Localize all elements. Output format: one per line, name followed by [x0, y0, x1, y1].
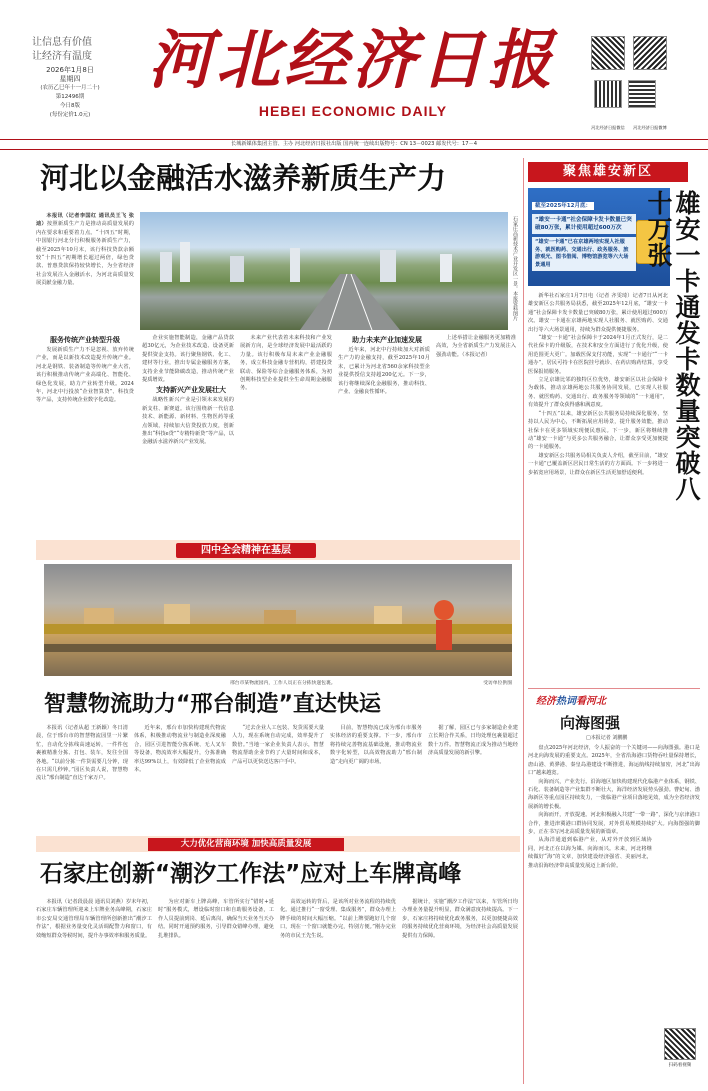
lead-byline: 本报讯（记者李国红 通讯员王飞 张迪） [36, 213, 134, 228]
slogan-line-1: 让信息有价值 [32, 37, 92, 48]
lead-col-5 [436, 334, 516, 534]
tidal-col-4 [402, 898, 518, 1084]
info-bar: 长城新媒体集团主管、主办 河北经济日报社出版 国内统一连续出版物号：CN 13－0023 邮发代号：17－4 [0, 139, 708, 150]
column-body-2: 向海而兴，产业先行。沿海地区加快构建现代化临港产业体系，钢铁、石化、装备制造等产业集群不断壮大，海洋经济发展势头强劲。曹妃甸、渤海新区等重点园区持续发力，一批临港产业项目落地见效，成为全省经济发展新的增长极。 [528, 778, 700, 810]
lead-subhead-1: 服务传统产业转型升级 [50, 336, 120, 344]
lead-col-4 [338, 334, 430, 534]
xiongan-body-2: “雄安一卡通”社会保障卡于2024年1月正式发行，是二代社保卡的升级版，在技术和安全方面进行了优化升级，使用范围更大更广。加载医保支付功能，实现“一卡通行”“一卡通办”，居民可持卡在医院挂号就诊、在药店购药结算，享受医保报销服务。 [528, 335, 668, 375]
date-label: 2026年1月8日 [46, 66, 94, 74]
xiongan-body-5: 雄安新区公共服务局相关负责人介绍，截至目前，“雄安一卡通”已覆盖新区居民日常生活的方方面面。下一步将进一步拓宽应用场景，让群众在新区生活更加舒适便利。 [528, 452, 668, 476]
plenary-banner[interactable]: 四中全会精神在基层 [176, 543, 316, 558]
lead-headline[interactable]: 河北以金融活水滋养新质生产力 [40, 161, 447, 195]
plenary-headline[interactable]: 智慧物流助力“邢台制造”直达快运 [44, 692, 381, 717]
lead-body-1: 发展新质生产力不是忽视、放弃传统产业，而是以新技术改造提升传统产业。河北是钢铁、装备制造等传统产业大省，该行积极推动传统产业高端化、智能化、绿色化发展，助力产业转型升级。2024年，河北中行投放“企业智算贷”、科技贷等产品，支持传统企业数字化改造。 [36, 347, 134, 404]
plenary-body-5: 据了解，园区已与多家制造企业建立长期合作关系，日均处理包裹量超过数十万件。智慧物流正成为推动当地经济高质量发展的新引擎。 [428, 725, 518, 757]
slogan-box [32, 36, 102, 64]
lead-col-1 [36, 334, 134, 534]
plenary-body-1: 本报讯（记者从超 王新颖）冬日清晨，位于邢台市的智慧物流园里一片繁忙，自动化分拣线高速运转，一件件包裹被精准分拣、打包、装车，发往全国各地。“以前分拣一件货需要几分钟，现在只需几秒钟。”园区负责人说，智慧物流让“邢台制造”直达千家万户。 [36, 725, 128, 782]
price-note: (每份定价1.0元) [49, 112, 91, 118]
lead-photo[interactable] [140, 212, 508, 330]
app-icon-1[interactable] [594, 80, 622, 108]
issue-number: 第12496期 [55, 94, 85, 100]
column-logo-part-1: 经济 [536, 696, 556, 707]
xiongan-body [528, 292, 668, 684]
masthead-title: 河北经济日报 [148, 23, 556, 98]
logistics-photo[interactable] [44, 564, 512, 676]
horizontal-divider [528, 688, 700, 689]
plenary-col-3 [232, 724, 324, 828]
tidal-body-2: 为应对新车上牌高峰，车管所实行“错时+延时”服务模式，增设临时窗口和自助服务设备，工作人员提前到岗、延后离岗，确保当天业务当天办结。同时开通预约服务，引导群众错峰办理，避免扎堆排队。 [158, 899, 274, 939]
plenary-col-1 [36, 724, 128, 828]
lead-body-5: 近年来，河北中行持续加大对新质生产力的金融支持，截至2025年10月末，已累计为河北省560余家科技型企业提供授信支持超200亿元。下一步，该行将继续深化金融服务，推动科技、产业、金融良性循环。 [338, 347, 430, 396]
tidal-col-1 [36, 898, 152, 1084]
weekday-label: 星期四 [59, 75, 81, 83]
xiongan-headline[interactable]: 雄安一卡通发卡数量突破八十万张 [644, 190, 701, 502]
tidal-col-3 [280, 898, 396, 1084]
app-icon-2[interactable] [628, 80, 656, 108]
plenary-col-5 [428, 724, 518, 828]
tidal-col-2 [158, 898, 274, 1084]
date-box [40, 66, 100, 120]
app-icons [594, 80, 668, 118]
column-logo-part-3: 看河北 [576, 696, 606, 707]
tidal-headline[interactable]: 石家庄创新“潮汐工作法”应对上车牌高峰 [40, 861, 462, 887]
lead-col-3 [240, 334, 332, 534]
qr-code-wechat[interactable] [591, 36, 625, 70]
xiongan-banner-stat-2: “雄安一卡通”已在京雄两地实现人社服务、就医购药、交通出行、政务服务、旅游观光、图书借阅、博物馆游览等六大场景通用 [532, 237, 636, 271]
plenary-body-3: “过去企业人工包装、发货需要大量人力，现在系统自动完成，效率提升了数倍。”当地一家企业负责人表示，智慧物流帮助企业节约了大量时间和成本，产品可以更快送达客户手中。 [232, 725, 324, 765]
qr-label-weibo: 河北经济日报微博 [633, 125, 667, 130]
column-qr-caption: 扫码看视频 [668, 1063, 692, 1068]
masthead-title-en: HEBEI ECONOMIC DAILY [258, 103, 448, 119]
column-body-1: 盘点2025年河北经济，令人振奋的一个关键词——向海图强。港口是河北向海发展的重要支点。2025年，全省沿海港口货物吞吐量保持增长，唐山港、黄骅港、秦皇岛港建设不断推进，海运航线持续加密，河北“出海口”越来越宽。 [528, 745, 700, 777]
column-body-3: 向海而开，开放提速。河北积极融入共建“一带一路”，深化与京津港口合作，推进津冀港口群协同发展，对外贸易规模持续扩大。向海图强的脚步，正在书写河北高质量发展的新篇章。 [528, 812, 700, 836]
lead-photo-caption: 石家庄高新技术产业开发区一景。本报资料图片 [512, 216, 518, 321]
lunar-date: (农历乙巳年十一月二十) [40, 85, 100, 91]
plenary-body-2: 近年来，邢台市加快构建现代物流体系，积极推动物流业与制造业深度融合，园区引进智能分拣系统、无人叉车等设备，物流效率大幅提升，分拣准确率达99%以上，有效降低了企业物流成本。 [134, 725, 226, 774]
vertical-divider [523, 158, 524, 1084]
tidal-banner[interactable]: 大力优化营商环境 加快高质量发展 [148, 838, 344, 851]
conveyor-illustration [44, 564, 512, 676]
logistics-photo-credit: 受访单位供图 [483, 681, 512, 686]
xiongan-banner-stat-1: “雄安一卡通”社会保障卡发卡数量已突破80万张，累计使用超过600万次 [532, 214, 636, 234]
page-count: 今日8版 [60, 103, 80, 109]
lead-body-5b: 上述举措让金融服务更加精准高效，为全省新质生产力发展注入强劲动能。（本报记者） [436, 335, 516, 358]
lead-body-3: 战略性新兴产业是引领未来发展的新支柱、新赛道。该行围绕新一代信息技术、新能源、新材料、生物医药等重点领域，持续加大信贷投放力度，创新推出“科技e贷”“专精特新贷”等产品，以金融活水滋养新兴产业发展。 [142, 397, 234, 446]
xiongan-banner-date: 截至2025年12月底： [532, 202, 594, 210]
column-author: □本报记者 刘鹏鹏 [586, 735, 628, 741]
plenary-col-2 [134, 724, 226, 828]
xiongan-section-header[interactable]: 聚焦雄安新区 [528, 162, 688, 182]
lead-col-2 [142, 334, 234, 534]
tidal-body-3: 高效运转的背后，是该所对业务流程的持续优化。通过推行“一窗受理、集成服务”，群众办理上牌手续的时间大幅压缩。“以前上牌要跑好几个窗口，现在一个窗口就能办完，特别方便。”刚办完业务的市民王先生说。 [280, 899, 396, 939]
slogan-line-2: 让经济有温度 [32, 51, 92, 62]
tidal-body-1: 本报讯（记者段晨晨 通讯员刘燕）岁末年初，石家庄车辆管理所迎来上车牌业务高峰期，石家庄市公安局交通管理局车辆管理所创新推出“潮汐工作法”，根据业务量变化灵活调配警力和窗口，有效缩短群众等候时间，提升办事效率和服务质量。 [36, 899, 152, 939]
lead-subhead-2: 支持新兴产业发展壮大 [156, 386, 226, 395]
logistics-photo-caption: 邢台市某物流园内，工作人员正在分拣快递包裹。 [230, 681, 336, 686]
lead-body-4: 未来产业代表着未来科技和产业发展新方向，是全球经济发展中最活跃的力量。该行积极布局未来产业金融服务，成立科技金融专营机构，搭建投贷联动、保险等综合金融服务体系，为初创期科技型企业提供全生命周期金融服务。 [240, 335, 332, 392]
column-logo-part-2: 热词 [556, 696, 576, 707]
qr-code-weibo[interactable] [633, 36, 667, 70]
qr-label-wechat: 河北经济日报微信 [591, 125, 625, 130]
plenary-col-4 [330, 724, 422, 828]
plenary-body-4: 目前，智慧物流已成为邢台市服务实体经济的重要支撑。下一步，邢台市将持续完善物流基础设施，推动物流业数字化转型，以高效物流助力“邢台制造”走向更广阔的市场。 [330, 725, 422, 765]
city-skyline [140, 212, 508, 330]
xiongan-body-1: 新华社石家庄1月7日电（记者 齐雯琦）记者7日从河北雄安新区公共服务局获悉，截至2025年12月底，“雄安一卡通”社会保障卡发卡数量已突破80万张，累计使用超过600万次。雄安一卡通在京雄两地实现人社服务、就医购药、交通出行等六大场景通用，持续为群众提供便捷服务。 [528, 293, 668, 333]
column-title[interactable]: 向海图强 [560, 714, 621, 732]
column-logo [536, 694, 668, 710]
column-body-4: 从海洋通道到临港产业，从对外开放到区域协同，河北正在以海为媒、向海而兴。未来，河北将继续做好“海”的文章，加快建设经济强省、美丽河北，推动沿海经济带高质量发展迈上新台阶。 [528, 837, 652, 869]
lead-body-2: 企业实施智能制造，金融产品贷款超30亿元，为企业技术改造、设备更新提供资金支持。该行聚焦钢铁、化工、建材等行业，推出专属金融服务方案，支持企业节能降碳改造，推动传统产业提质增效。 [142, 335, 234, 384]
lead-intro [36, 212, 134, 332]
xiongan-body-3: 立足京雄比邻的独特区位优势，雄安新区以社会保障卡为载体，推动京雄两地公共服务协同发展，已实现人社服务、就医购药、交通出行、政务服务等领域的“一卡通用”，有效提升了群众获得感和满意度。 [528, 377, 668, 409]
tidal-body-4: 据统计，实施“潮汐工作法”以来，车管所日均办理业务量提升明显，群众满意度持续提高。下一步，石家庄将持续优化政务服务，以更加便捷高效的服务持续优化营商环境，为经济社会高质量发展提供有力保障。 [402, 899, 518, 939]
column-qr-code[interactable] [664, 1028, 696, 1060]
lead-intro-text: 按照新质生产力是推动高质量发展的内在要求和重要着力点。“十四五”时期，中国银行河北分行积极服务新质生产力，截至2025年10月末，该行科技贷款余额较“十四五”初期增长超过两倍，绿色贷款、普惠贷款保持较快增长，为全省经济社会发展注入金融活水，为河北高质量发展贡献金融力量。 [36, 221, 134, 287]
column-body [528, 744, 700, 1044]
xiongan-body-4: “十四五”以来，雄安新区公共服务局持续深化服务，坚持以人民为中心，不断拓展应用场景，提升服务效能，推动社保卡在更多领域实现便民惠民。下一步，新区将继续推动“雄安一卡通”与更多公共服务融合，让群众享受更加便捷的一卡通服务。 [528, 410, 668, 451]
masthead [0, 0, 708, 150]
lead-subhead-3: 助力未来产业加速发展 [352, 336, 422, 344]
